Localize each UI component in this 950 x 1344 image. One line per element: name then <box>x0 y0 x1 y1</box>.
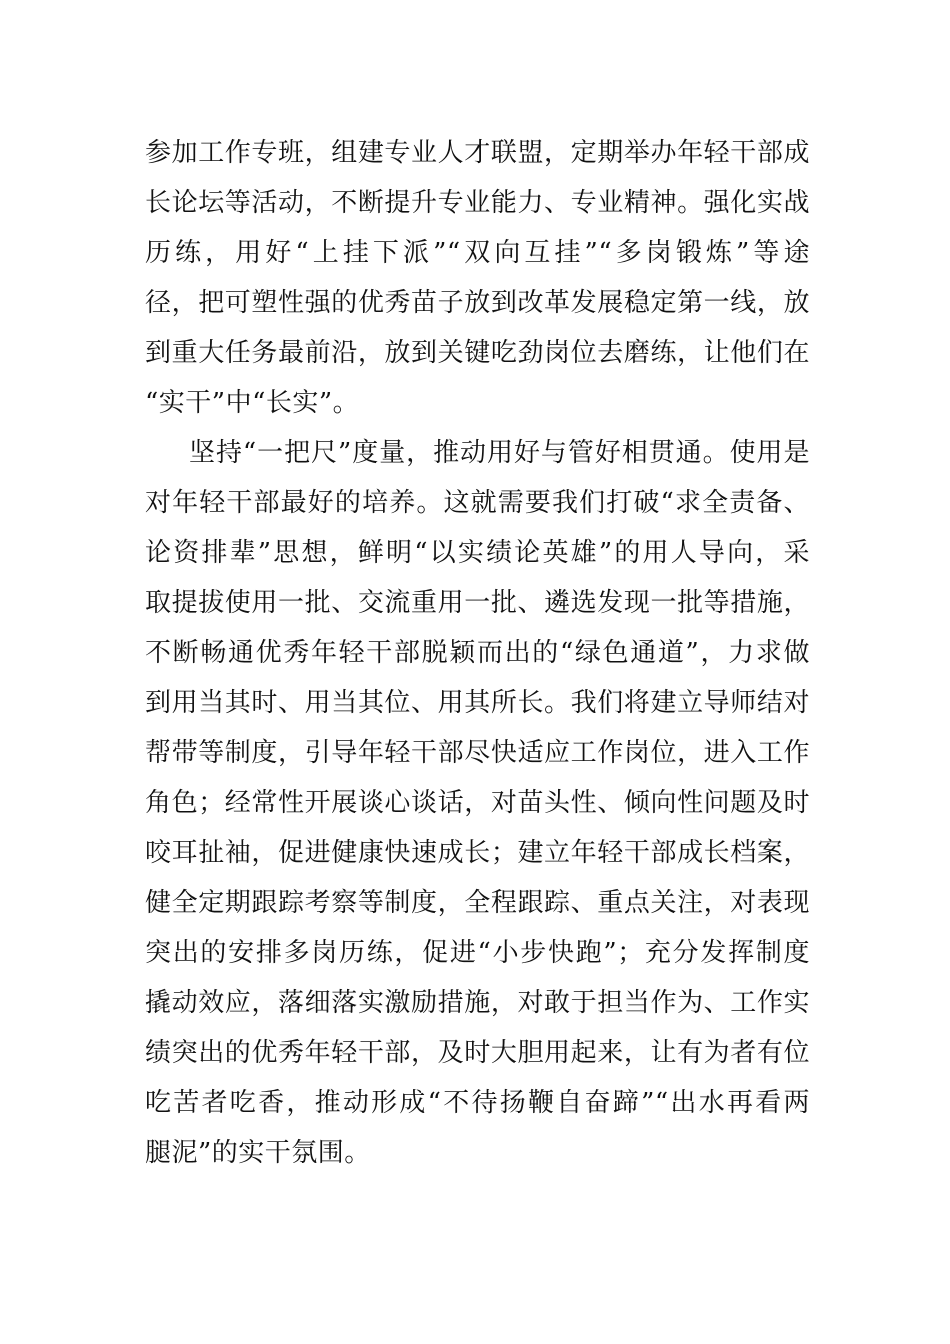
paragraph-2-line: 坚持“一把尺”度量，推动用好与管好相贯通。使用是 <box>189 438 810 468</box>
paragraph-1-line: 参加工作专班，组建专业人才联盟，定期举办年轻干部成 <box>145 138 810 168</box>
paragraph-1-line: 径，把可塑性强的优秀苗子放到改革发展稳定第一线，放 <box>145 288 810 318</box>
paragraph-2-line: 吃苦者吃香，推动形成“不待扬鞭自奋蹄”“出水再看两 <box>145 1088 810 1118</box>
paragraph-2 <box>145 428 810 1178</box>
paragraph-2-line: 帮带等制度，引导年轻干部尽快适应工作岗位，进入工作 <box>145 738 810 768</box>
paragraph-1 <box>145 128 810 428</box>
paragraph-2-line: 论资排辈”思想，鲜明“以实绩论英雄”的用人导向，采 <box>145 538 810 568</box>
paragraph-2-line: 角色；经常性开展谈心谈话，对苗头性、倾向性问题及时 <box>145 788 810 818</box>
paragraph-2-line: 绩突出的优秀年轻干部，及时大胆用起来，让有为者有位 <box>145 1038 810 1068</box>
paragraph-2-line: 健全定期跟踪考察等制度，全程跟踪、重点关注，对表现 <box>145 888 810 918</box>
paragraph-1-line: 长论坛等活动，不断提升专业能力、专业精神。强化实战 <box>145 188 810 218</box>
paragraph-2-line: 取提拔使用一批、交流重用一批、遴选发现一批等措施， <box>145 588 810 618</box>
paragraph-2-line: 不断畅通优秀年轻干部脱颖而出的“绿色通道”，力求做 <box>145 638 810 668</box>
paragraph-2-line: 对年轻干部最好的培养。这就需要我们打破“求全责备、 <box>145 488 810 518</box>
paragraph-2-line: 突出的安排多岗历练，促进“小步快跑”；充分发挥制度 <box>145 938 810 968</box>
paragraph-1-line: 到重大任务最前沿，放到关键吃劲岗位去磨练，让他们在 <box>145 338 810 368</box>
paragraph-1-line: “实干”中“长实”。 <box>145 388 360 418</box>
paragraph-2-line: 咬耳扯袖，促进健康快速成长；建立年轻干部成长档案， <box>145 838 810 868</box>
paragraph-1-line: 历练，用好“上挂下派”“双向互挂”“多岗锻炼”等途 <box>145 238 810 268</box>
paragraph-2-line: 腿泥”的实干氛围。 <box>145 1138 371 1168</box>
document-body <box>145 128 810 1178</box>
paragraph-2-line: 到用当其时、用当其位、用其所长。我们将建立导师结对 <box>145 688 810 718</box>
paragraph-2-line: 撬动效应，落细落实激励措施，对敢于担当作为、工作实 <box>145 988 810 1018</box>
